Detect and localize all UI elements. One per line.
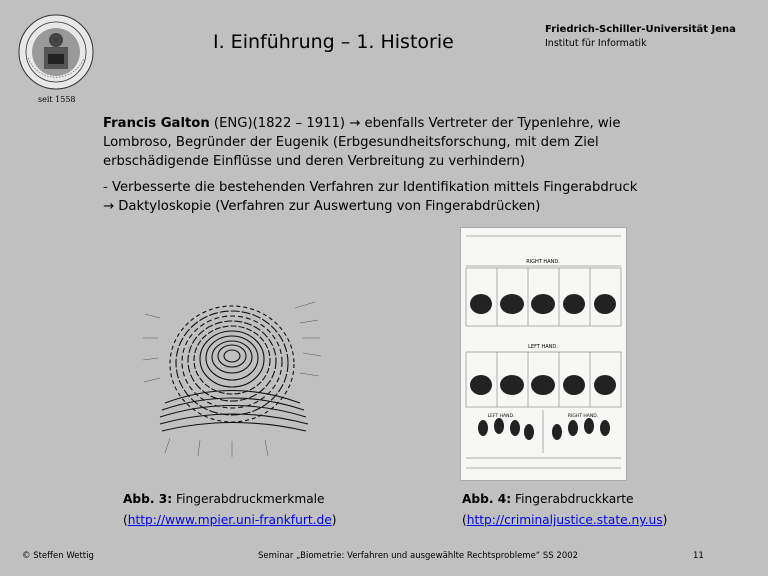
- card-left-hand-label: LEFT HAND.: [528, 344, 558, 350]
- galton-line-3: erbschädigende Einflüsse und deren Verbreitung zu verhindern): [103, 154, 526, 169]
- figure-4-text: Fingerabdruckkarte: [511, 492, 634, 506]
- daktyloskopie-paragraph: [103, 178, 663, 216]
- daktyloskopie-line-1: - Verbesserte die bestehenden Verfahren zur Identifikation mittels Fingerabdruck: [103, 180, 638, 195]
- figure-3-text: Fingerabdruckmerkmale: [172, 492, 325, 506]
- figure-3-link[interactable]: http://www.mpier.uni-frankfurt.de: [127, 513, 332, 527]
- galton-line-2: Lombroso, Begründer der Eugenik (Erbgesundheitsforschung, mit dem Ziel: [103, 135, 599, 150]
- slide-title: I. Einführung – 1. Historie: [213, 31, 454, 53]
- logo-caption: seit 1558: [38, 95, 76, 104]
- galton-line-1: (ENG)(1822 – 1911) → ebenfalls Vertreter der Typenlehre, wie: [209, 116, 621, 131]
- galton-name: Francis Galton: [103, 116, 210, 131]
- fingerprint-features-image: [140, 278, 330, 463]
- figure-4-caption: [462, 492, 634, 506]
- fingerprint-card-image: [461, 228, 626, 480]
- university-name: Friedrich-Schiller-Universität Jena: [545, 24, 736, 35]
- footer-seminar: Seminar „Biometrie: Verfahren und ausgewählte Rechtsprobleme“ SS 2002: [258, 551, 579, 561]
- figure-4-label: Abb. 4:: [462, 492, 512, 506]
- figure-4-source: (http://criminaljustice.state.ny.us): [462, 513, 668, 527]
- card-right-hand-label: RIGHT HAND.: [526, 259, 560, 265]
- figure-3-source: (http://www.mpier.uni-frankfurt.de): [123, 513, 337, 527]
- figure-4-link[interactable]: http://criminaljustice.state.ny.us: [466, 513, 663, 527]
- institute-name: Institut für Informatik: [545, 38, 647, 49]
- university-seal-logo: [18, 14, 94, 90]
- page-number: 11: [693, 551, 704, 561]
- footer-author: © Steffen Wettig: [22, 551, 94, 561]
- daktyloskopie-line-2: → Daktyloskopie (Verfahren zur Auswertung von Fingerabdrücken): [103, 199, 541, 214]
- galton-paragraph: [103, 114, 663, 171]
- card-right-hand-label-2: RIGHT HAND.: [567, 414, 599, 419]
- figure-3-caption: [123, 492, 325, 506]
- card-left-hand-label-2: LEFT HAND.: [487, 414, 515, 419]
- figure-3-label: Abb. 3:: [123, 492, 173, 506]
